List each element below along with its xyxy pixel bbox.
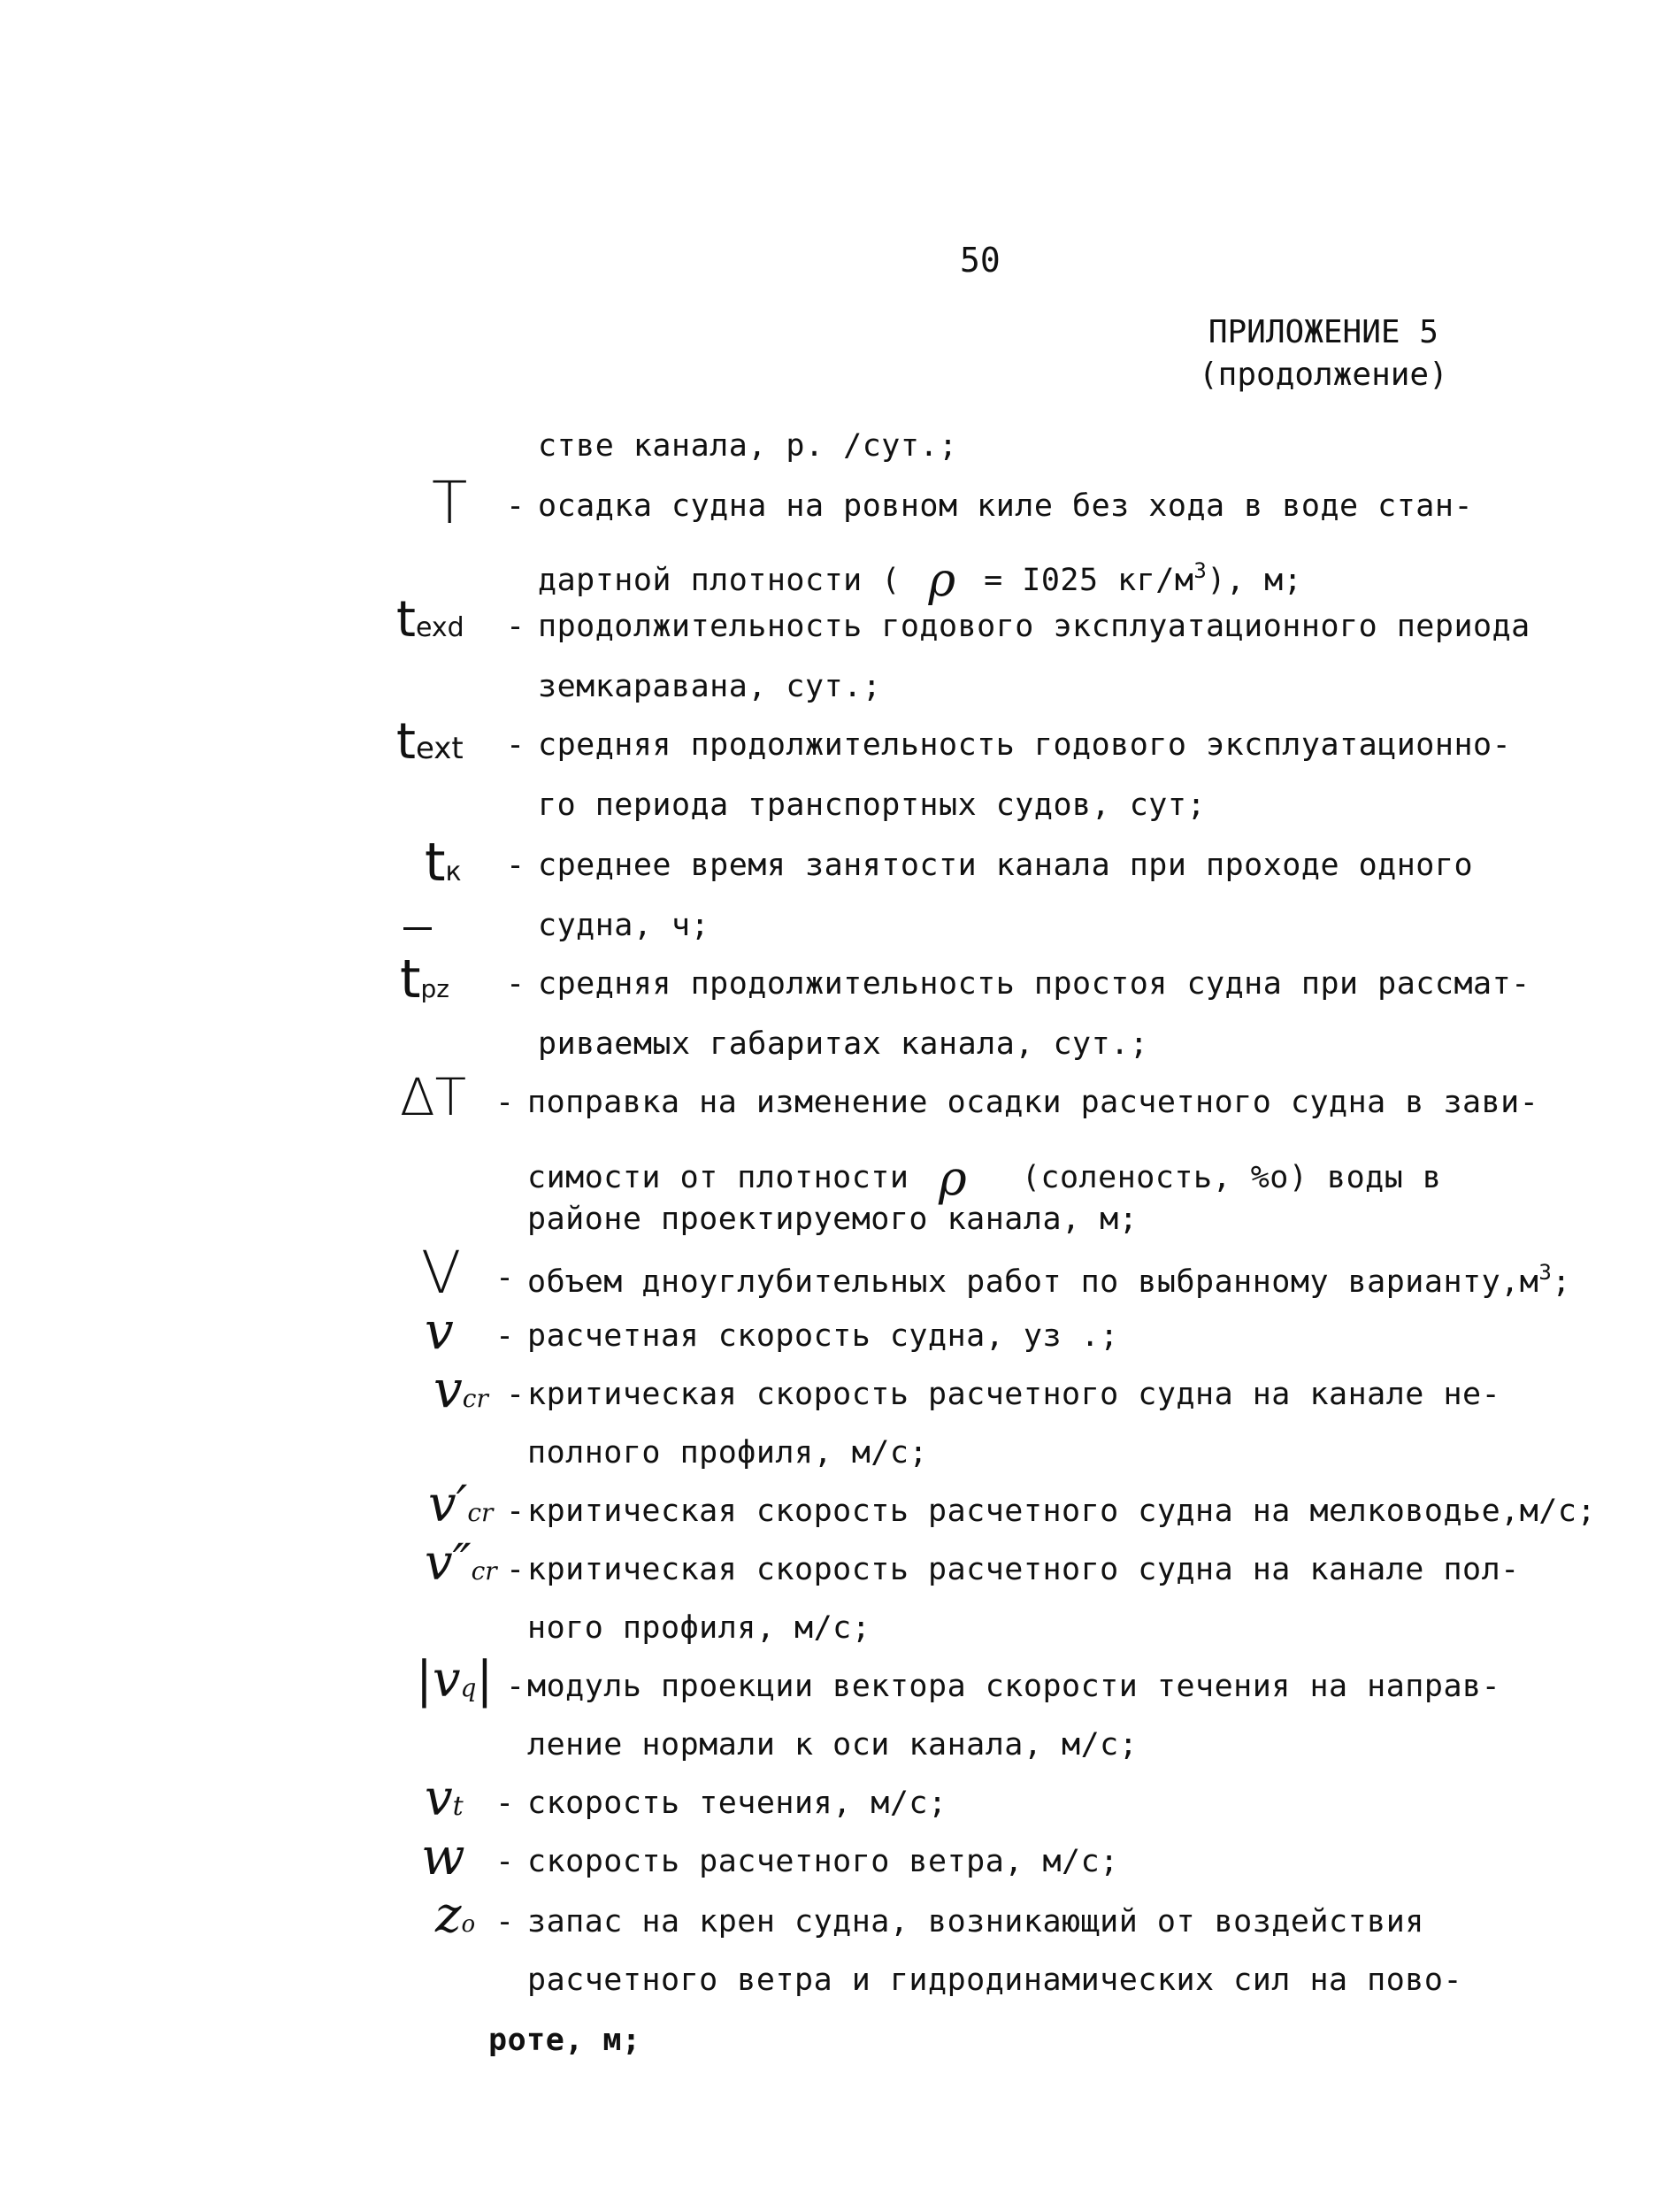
symbol-base: v xyxy=(425,1770,453,1827)
symbol-w: w xyxy=(421,1826,465,1886)
symbol-v-cr-double-prime xyxy=(425,1534,497,1592)
symbol-t-ext xyxy=(396,713,464,771)
text-line: районе проектируемого канала, м; xyxy=(527,1202,1139,1237)
dash: - xyxy=(495,1318,515,1354)
text-line: запас на крен судна, возникающий от воздействия xyxy=(527,1904,1424,1939)
text-line: продолжительность годового эксплуатационного периода xyxy=(538,609,1530,644)
superscript: 3 xyxy=(1193,558,1208,583)
text-line: средняя продолжительность годового эксплуатационно- xyxy=(538,727,1512,763)
text-segment: дартной плотности ( xyxy=(538,563,901,598)
text-line: модуль проекции вектора скорости течения на направ- xyxy=(527,1669,1501,1704)
symbol-subscript: cr xyxy=(471,1556,497,1586)
symbol-V: V xyxy=(421,1239,462,1307)
dash: - xyxy=(506,609,525,644)
symbol-delta-T: ΔT xyxy=(400,1067,467,1127)
superscript: 3 xyxy=(1538,1260,1553,1285)
dash: - xyxy=(506,488,525,524)
text-segment: ; xyxy=(1552,1264,1571,1300)
symbol-t-pz xyxy=(400,949,449,1010)
symbol-base: t xyxy=(425,832,446,894)
text-line: скорость течения, м/с; xyxy=(527,1786,947,1821)
symbol-subscript: ext xyxy=(415,731,464,766)
text-line: полного профиля, м/с; xyxy=(527,1435,929,1471)
symbol-subscript: pz xyxy=(420,974,450,1003)
symbol-base: v″ xyxy=(425,1534,472,1592)
symbol-v-t xyxy=(425,1770,464,1827)
symbol-subscript: t xyxy=(452,1791,464,1822)
symbol-base: t xyxy=(396,713,416,771)
dash: - xyxy=(506,848,525,883)
text-line: роте, м; xyxy=(488,2023,641,2058)
dash: - xyxy=(506,1377,525,1412)
symbol-base: v′ xyxy=(428,1476,468,1533)
symbol-v: v xyxy=(425,1301,454,1361)
symbol-subscript: o xyxy=(461,1911,476,1938)
symbol-subscript: cr xyxy=(462,1384,488,1413)
appendix-header xyxy=(1199,311,1448,396)
text-line xyxy=(527,1260,1571,1300)
text-line: критическая скорость расчетного судна на мелководье,м/с; xyxy=(527,1494,1597,1529)
symbol-v-cr xyxy=(433,1359,488,1419)
symbol-T: T xyxy=(432,469,468,537)
symbol-bar: | xyxy=(476,1651,494,1709)
dash: - xyxy=(506,1494,525,1529)
symbol-base: v xyxy=(433,1359,463,1419)
symbol-z0 xyxy=(435,1886,475,1944)
text-line: стве канала, р. /сут.; xyxy=(538,428,958,464)
text-segment: ), м; xyxy=(1207,563,1303,598)
dash: - xyxy=(495,1904,515,1939)
text-line: ного профиля, м/с; xyxy=(527,1610,871,1646)
dash: - xyxy=(495,1085,515,1120)
text-line: осадка судна на ровном киле без хода в воде стан- xyxy=(538,488,1474,524)
text-line: критическая скорость расчетного судна на канале не- xyxy=(527,1377,1501,1412)
symbol-t-k xyxy=(425,832,462,894)
text-line: поправка на изменение осадки расчетного судна в зави- xyxy=(527,1085,1539,1120)
appendix-subtitle: (продолжение) xyxy=(1199,357,1448,393)
text-line: среднее время занятости канала при проходе одного xyxy=(538,848,1474,883)
symbol-subscript: к xyxy=(445,856,462,887)
text-segment: объем дноуглубительных работ по выбранному варианту,м xyxy=(527,1264,1539,1300)
symbol-subscript: cr xyxy=(467,1498,494,1527)
page-number: 50 xyxy=(960,241,1001,280)
appendix-title: ПРИЛОЖЕНИЕ 5 xyxy=(1208,314,1438,350)
symbol-base: |v xyxy=(416,1651,461,1709)
symbol-subscript: exd xyxy=(415,612,464,643)
text-line: ление нормали к оси канала, м/с; xyxy=(527,1727,1139,1763)
text-line: скорость расчетного ветра, м/с; xyxy=(527,1844,1119,1879)
dash: - xyxy=(495,1786,515,1821)
symbol-subscript: q xyxy=(460,1673,477,1702)
text-line xyxy=(527,1143,1442,1206)
dash: - xyxy=(506,1669,525,1704)
dash: - xyxy=(495,1844,515,1879)
text-line: судна, ч; xyxy=(538,908,710,943)
dash: - xyxy=(506,966,525,1002)
text-line: расчетного ветра и гидродинамических сил на пово- xyxy=(527,1962,1463,1998)
text-line: риваемых габаритах канала, сут.; xyxy=(538,1026,1149,1062)
overbar-mark xyxy=(403,927,432,930)
text-segment: симости от плотности xyxy=(527,1160,909,1195)
symbol-base: t xyxy=(396,591,416,649)
symbol-v-cr-prime xyxy=(428,1476,493,1533)
dash: - xyxy=(506,1552,525,1587)
text-line: го периода транспортных судов, сут; xyxy=(538,787,1207,823)
text-segment: = I025 кг/м xyxy=(984,563,1194,598)
text-segment: (соленость, %о) воды в xyxy=(1021,1160,1442,1195)
text-line: средняя продолжительность простоя судна при рассмат- xyxy=(538,966,1530,1002)
text-line: земкаравана, сут.; xyxy=(538,669,882,704)
dash: - xyxy=(495,1260,515,1295)
rho-symbol: ρ xyxy=(939,1150,968,1206)
text-line xyxy=(538,549,1303,607)
symbol-t-exd xyxy=(396,591,464,649)
dash: - xyxy=(506,727,525,763)
rho-symbol: ρ xyxy=(928,554,956,607)
symbol-v-q-modulus xyxy=(416,1651,493,1709)
symbol-base: z xyxy=(435,1886,462,1944)
text-line: расчетная скорость судна, уз .; xyxy=(527,1318,1119,1354)
text-line: критическая скорость расчетного судна на канале пол- xyxy=(527,1552,1520,1587)
symbol-base: t xyxy=(400,949,421,1010)
